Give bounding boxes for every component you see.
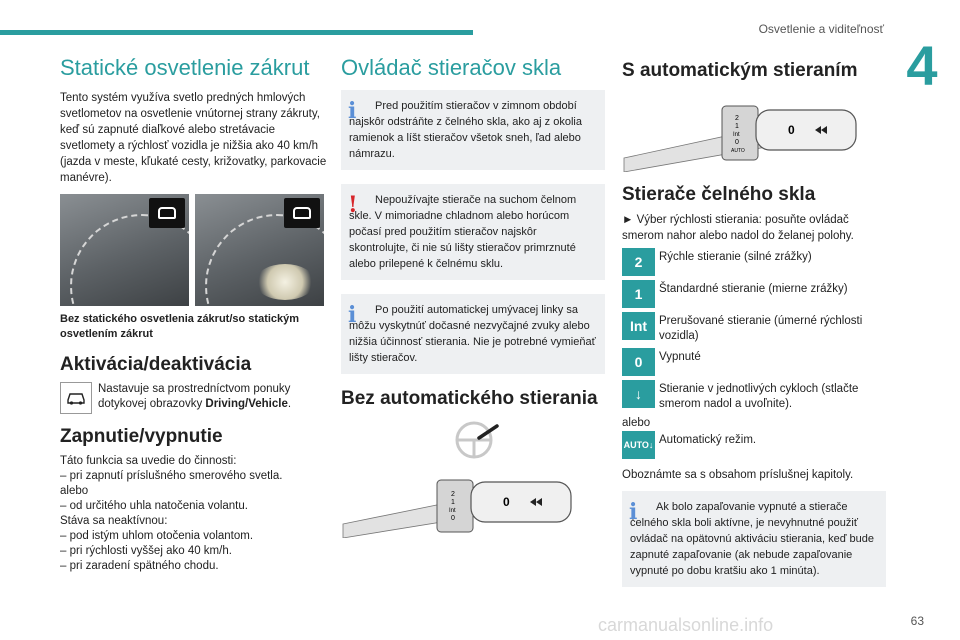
- info-icon: i: [629, 498, 638, 525]
- wiper-stalk-auto-illustration: [622, 92, 886, 172]
- auto-badge: AUTO↓: [622, 431, 655, 459]
- mode-off: [622, 348, 886, 376]
- mode-text: Prerušované stieranie (úmerné rýchlosti vozidla): [659, 314, 863, 342]
- photo-without-cornering-light: [60, 194, 189, 306]
- mode-normal: [622, 280, 886, 308]
- mode-badge: Int: [622, 312, 655, 340]
- stalk-pos-int: Int: [449, 508, 456, 515]
- mode-intermittent: [622, 312, 886, 344]
- mode-badge: 2: [622, 248, 655, 276]
- see-chapter-text: Oboznámte sa s obsahom príslušnej kapitoly.: [622, 468, 854, 481]
- info-icon: i: [348, 98, 357, 125]
- heading-activation: Aktivácia/deaktivácia: [60, 354, 252, 376]
- watermark: carmanualsonline.info: [598, 615, 774, 635]
- mode-badge: 1: [622, 280, 655, 308]
- warning-icon: !: [348, 192, 358, 219]
- text-line: alebo: [60, 484, 89, 497]
- car-badge-icon: [284, 198, 320, 228]
- mode-text: Štandardné stieranie (mierne zrážky): [659, 282, 848, 295]
- text-line: – pri zapnutí príslušného smerového svetla.: [60, 469, 283, 482]
- info-note: [622, 491, 886, 587]
- intro-paragraph: Tento systém využíva svetlo predných hmlových svetlometov na osvetlenie vnútornej strany zákruty, keď sú zapnuté diaľkové alebo stretávacie svetlomety a rýchlosť vozidla je nižšia ako 40 km/h (jazda v meste, kľukaté cesty, križovatky, parkovacie manévre).: [60, 92, 327, 185]
- instruction-text: ► Výber rýchlosti stierania: posuňte ovládač smerom nahor alebo nadol do želanej polohy.: [622, 213, 854, 242]
- photos: [60, 194, 328, 306]
- stalk-pos-0: 0: [451, 515, 455, 523]
- mode-text: Rýchle stieranie (silné zrážky): [659, 250, 812, 263]
- text-line: – pri rýchlosti vyššej ako 40 km/h.: [60, 544, 232, 557]
- mode-text: Automatický režim.: [659, 433, 757, 446]
- text-line: Táto funkcia sa uvedie do činnosti:: [60, 454, 237, 467]
- mode-fast: [622, 248, 886, 276]
- heading-static-cornering: Statické osvetlenie zákrut: [60, 55, 310, 80]
- warning-note: [341, 184, 605, 280]
- switch-lines: [60, 454, 328, 574]
- photo-with-cornering-light: [195, 194, 324, 306]
- activation-text: Nastavuje sa prostredníctvom ponuky dotykovej obrazovky Driving/Vehicle.: [98, 383, 292, 411]
- info-note-text: Pred použitím stieračov v zimnom období najskôr odstráňte z čelného skla, ako aj z okolia ramienok a líšt stieračov všetok sneh, ľad alebo námrazu.: [349, 100, 582, 161]
- stalk-pos-auto: AUTO: [731, 147, 745, 154]
- stalk-pos-int: Int: [733, 131, 740, 138]
- heading-windscreen-wipers: Stierače čelného skla: [622, 183, 816, 205]
- mode-auto: [622, 431, 886, 459]
- stalk-pos-1: 1: [451, 499, 455, 507]
- text-line: – od určitého uhla natočenia volantu.: [60, 499, 248, 512]
- column-auto-wipe: [622, 50, 886, 601]
- info-note-text: Ak bolo zapaľovanie vypnuté a stierače čelného skla boli aktívne, je nevyhnutné použiť ovládač na opätovnú aktiváciu stierania, keď bude zapnuté zapaľovanie (ak nebude zapaľovanie vypnuté po dobu kratšiu ako 1 minúta).: [630, 500, 875, 577]
- info-note: [341, 90, 605, 170]
- stalk-pos-2: 2: [451, 491, 455, 499]
- column-wiper-control: [341, 50, 605, 538]
- column-static-cornering: [60, 50, 328, 574]
- wiper-stalk-illustration: [341, 462, 605, 538]
- or-text: alebo: [622, 416, 651, 429]
- chapter-number: 4: [906, 34, 938, 97]
- menu-path: Driving/Vehicle: [205, 398, 288, 411]
- stalk-pos-2: 2: [735, 114, 739, 122]
- heading-without-auto-wipe: Bez automatického stierania: [341, 388, 598, 410]
- stalk-pos-1: 1: [735, 122, 739, 130]
- car-badge-icon: [149, 198, 185, 228]
- steering-wheel-icon: [341, 416, 605, 462]
- heading-wiper-control: Ovládač stieračov skla: [341, 55, 562, 80]
- wiper-modes-list: [622, 248, 886, 412]
- section-name: Osvetlenie a viditeľnosť: [758, 22, 884, 36]
- info-note-text: Po použití automatickej umývacej linky sa môžu vyskytnúť dočasné nezvyčajné zvuky alebo nižšia účinnosť stierania. Nie je potrebné vymieňať lišty stieračov.: [349, 304, 596, 365]
- stalk-ring-0: 0: [788, 122, 795, 137]
- info-icon: i: [348, 302, 357, 329]
- header-accent-bar: [0, 30, 473, 35]
- heading-with-auto-wipe: S automatickým stieraním: [622, 60, 858, 81]
- car-settings-icon: [60, 382, 92, 414]
- stalk-ring-0: 0: [503, 495, 510, 510]
- mode-text: Vypnuté: [659, 350, 701, 363]
- text-line: – pod istým uhlom otočenia volantom.: [60, 529, 254, 542]
- page-number: 63: [910, 614, 924, 628]
- mode-text: Stieranie v jednotlivých cykloch (stlačte smerom nadol a uvoľnite).: [659, 382, 859, 410]
- mode-single-wipe: [622, 380, 886, 412]
- photo-caption: Bez statického osvetlenia zákrut/so statickým osvetlením zákrut: [60, 313, 300, 341]
- info-note: [341, 294, 605, 374]
- text-line: Stáva sa neaktívnou:: [60, 514, 168, 527]
- mode-badge: ↓: [622, 380, 655, 408]
- mode-badge: 0: [622, 348, 655, 376]
- text-line: – pri zaradení spätného chodu.: [60, 559, 219, 572]
- heading-switch-on-off: Zapnutie/vypnutie: [60, 426, 223, 448]
- activation-row: [60, 382, 328, 414]
- warning-note-text: Nepoužívajte stierače na suchom čelnom skle. V mimoriadne chladnom alebo horúcom počasí pred použitím stieračov najskôr skontrolujte, či nie sú lišty stieračov primrznuté alebo prilepené k čelnému sklu.: [349, 194, 577, 271]
- stalk-pos-0: 0: [735, 138, 739, 146]
